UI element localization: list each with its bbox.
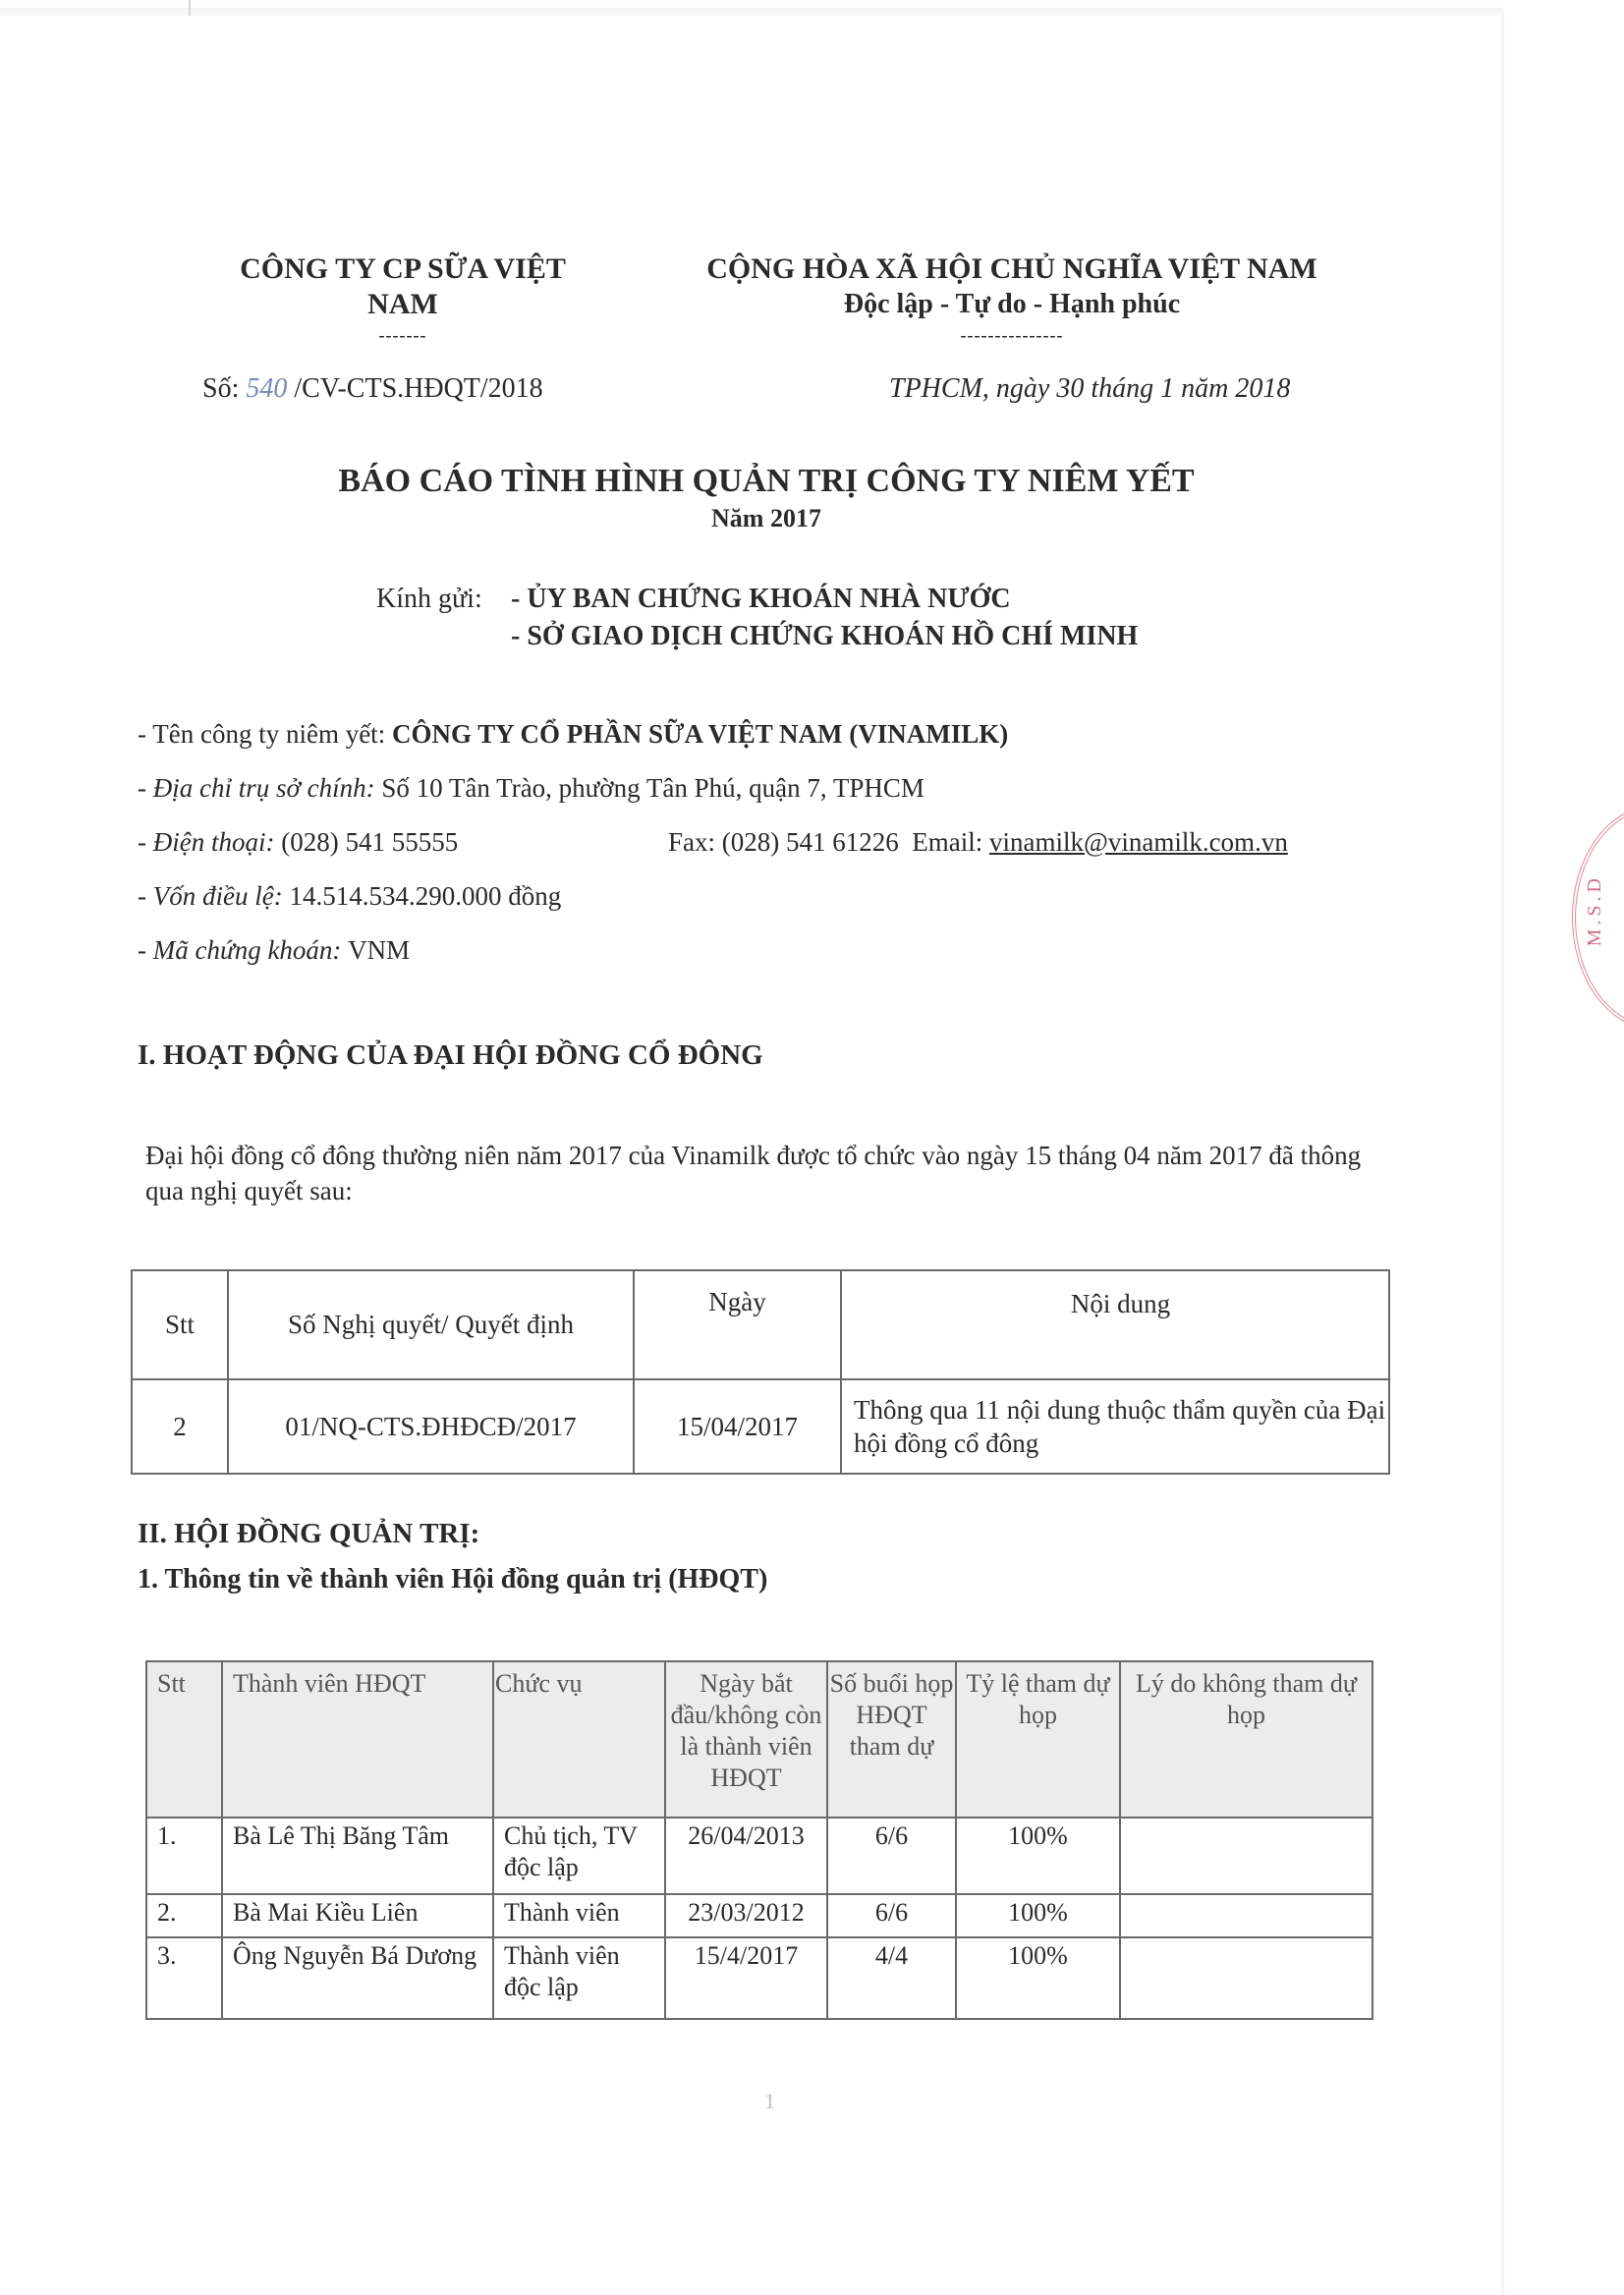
col-header-member: Thành viên HĐQT: [222, 1661, 493, 1818]
document-number: Số: 540 /CV-CTS.HĐQT/2018: [202, 373, 543, 404]
recipient-hose: - SỞ GIAO DỊCH CHỨNG KHOÁN HỒ CHÍ MINH: [511, 621, 1139, 651]
col-header-resolution-no: Số Nghị quyết/ Quyết định: [228, 1270, 634, 1379]
table-row: 2. Bà Mai Kiều Liên Thành viên 23/03/2012 6/6 100%: [146, 1894, 1372, 1937]
table-header-row: [146, 1661, 1372, 1818]
scan-mark: [189, 0, 191, 16]
recipients-label: Kính gửi:: [376, 584, 482, 614]
col-header-stt: Stt: [132, 1270, 228, 1379]
col-header-absence-reason: Lý do không tham dự họp: [1120, 1661, 1372, 1818]
recipient-ssc: - ỦY BAN CHỨNG KHOÁN NHÀ NƯỚC: [511, 584, 1011, 614]
col-header-stt: Stt: [146, 1661, 222, 1818]
document-date: TPHCM, ngày 30 tháng 1 năm 2018: [889, 373, 1291, 404]
table-row: 1. Bà Lê Thị Băng Tâm Chủ tịch, TV độc lập 26/04/2013 6/6 100%: [146, 1818, 1372, 1894]
company-name-line2: NAM: [367, 288, 438, 320]
table-header-row: [132, 1270, 1389, 1379]
fax-email-row: Fax: (028) 541 61226 Email: vinamilk@vinamilk.com.vn: [668, 827, 1288, 857]
republic-name: CỘNG HÒA XÃ HỘI CHỦ NGHĨA VIỆT NAM: [706, 252, 1317, 285]
address-row: - Địa chỉ trụ sở chính: Số 10 Tân Trào, phường Tân Phú, quận 7, TPHCM: [138, 773, 924, 803]
col-header-start-date: Ngày bắt đầu/không còn là thành viên HĐQT: [665, 1661, 827, 1818]
table-row: 2 01/NQ-CTS.ĐHĐCĐ/2017 15/04/2017 Thông qua 11 nội dung thuộc thẩm quyền của Đại hội đồng cổ đông: [132, 1379, 1389, 1474]
col-header-position: Chức vụ: [493, 1661, 665, 1818]
scan-right-edge: [1501, 12, 1504, 2295]
page-number: 1: [764, 2089, 775, 2113]
fax-value: (028) 541 61226: [721, 827, 899, 857]
handwritten-number: 540: [246, 373, 288, 404]
company-name-line1: CÔNG TY CP SỮA VIỆT: [240, 252, 566, 285]
phone-row: - Điện thoại: (028) 541 55555: [138, 827, 459, 857]
section2-heading: II. HỘI ĐỒNG QUẢN TRỊ:: [138, 1518, 480, 1549]
company-header: [196, 252, 609, 348]
email-link[interactable]: vinamilk@vinamilk.com.vn: [988, 827, 1288, 857]
table-row: 3. Ông Nguyễn Bá Dương Thành viên độc lập 15/4/2017 4/4 100%: [146, 1937, 1372, 2019]
address-value: Số 10 Tân Trào, phường Tân Phú, quận 7, TPHCM: [381, 773, 924, 803]
seal-text: M.S.D: [1584, 874, 1605, 947]
board-members-table: [145, 1660, 1373, 2020]
phone-value: (028) 541 55555: [281, 827, 459, 857]
ticker-row: - Mã chứng khoán: VNM: [138, 935, 411, 965]
col-header-content: Nội dung: [841, 1270, 1389, 1379]
republic-motto: Độc lập - Tự do - Hạnh phúc: [843, 289, 1181, 319]
capital-row: - Vốn điều lệ: 14.514.534.290.000 đồng: [138, 881, 562, 911]
republic-header: [629, 252, 1395, 348]
report-year: Năm 2017: [711, 504, 821, 532]
ticker-value: VNM: [348, 935, 411, 965]
capital-value: 14.514.534.290.000 đồng: [289, 881, 562, 911]
company-name-row: - Tên công ty niêm yết: CÔNG TY CỔ PHẦN SỮA VIỆT NAM (VINAMILK): [138, 719, 1009, 749]
col-header-attendance-rate: Tỷ lệ tham dự họp: [956, 1661, 1120, 1818]
section1-paragraph: Đại hội đồng cổ đông thường niên năm 2017 của Vinamilk được tổ chức vào ngày 15 tháng 04 năm 2017 đã thông qua nghị quyết sau:: [145, 1141, 1362, 1205]
company-divider: -------: [378, 325, 427, 345]
report-title: BÁO CÁO TÌNH HÌNH QUẢN TRỊ CÔNG TY NIÊM YẾT: [338, 463, 1195, 499]
company-name: CÔNG TY CỔ PHẦN SỮA VIỆT NAM (VINAMILK): [391, 719, 1009, 749]
col-header-meetings: Số buổi họp HĐQT tham dự: [827, 1661, 956, 1818]
republic-divider: ---------------: [960, 325, 1064, 345]
section2-subheading: 1. Thông tin về thành viên Hội đồng quản trị (HĐQT): [138, 1564, 768, 1595]
section1-heading: I. HOẠT ĐỘNG CỦA ĐẠI HỘI ĐỒNG CỔ ĐÔNG: [138, 1039, 763, 1071]
scan-top-edge: [0, 8, 1503, 16]
col-header-date: Ngày: [634, 1270, 841, 1379]
resolutions-table: [131, 1269, 1390, 1475]
